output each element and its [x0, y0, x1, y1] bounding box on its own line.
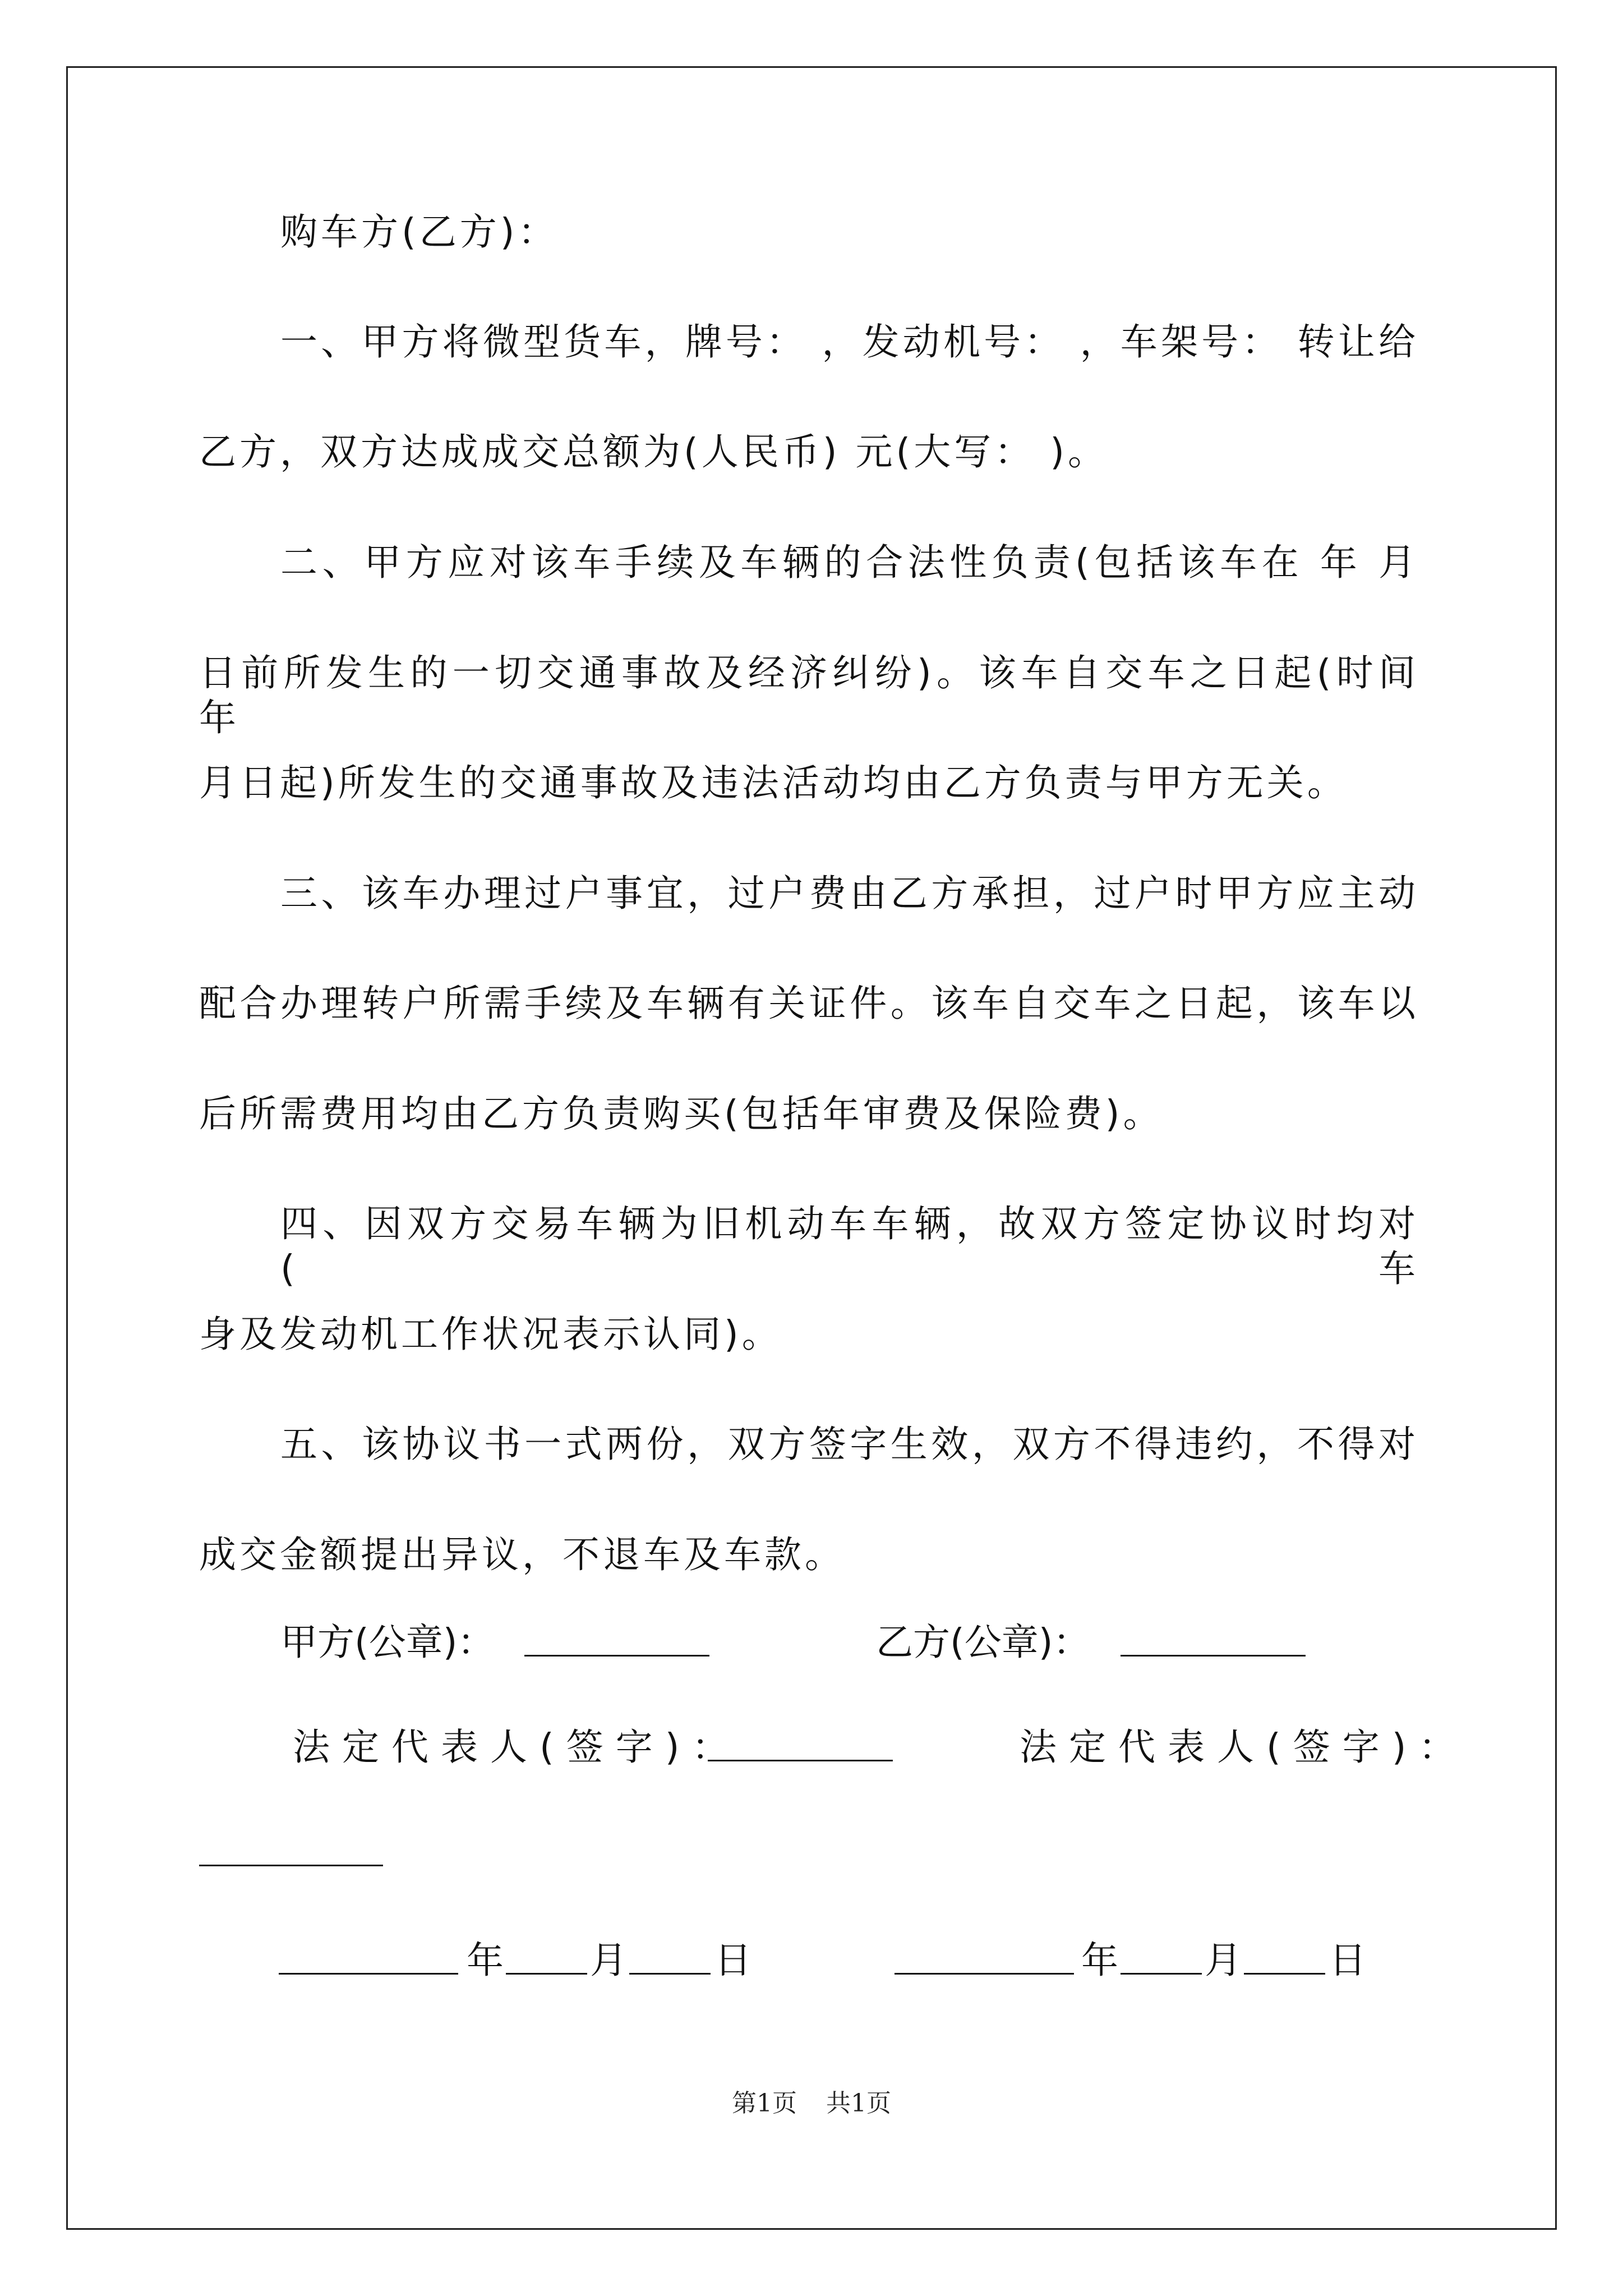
- page-total: 共1页: [826, 2089, 891, 2118]
- date-b-month-label: 月: [1205, 1939, 1242, 1982]
- date-b-year-label: 年: [1081, 1939, 1118, 1982]
- date-b-month-blank[interactable]: [1121, 1938, 1202, 1975]
- date-a-day-label: 日: [714, 1939, 751, 1982]
- page-current: 第1页: [732, 2089, 797, 2118]
- page-border: [66, 66, 1557, 2230]
- party-b-seal-label: 乙方(公章)：: [876, 1621, 1090, 1664]
- legal-rep-b-label: 法定代表人(签字)：: [1020, 1726, 1468, 1769]
- clause-2-line-1: 二、甲方应对该车手续及车辆的合法性负责(包括该车在 年 月: [280, 541, 1419, 584]
- party-b-seal-blank[interactable]: [1121, 1620, 1306, 1657]
- date-a-day-blank[interactable]: [629, 1938, 711, 1975]
- date-b-day-blank[interactable]: [1244, 1938, 1325, 1975]
- clause-1-line-1: 一、甲方将微型货车，牌号： ，发动机号： ，车架号： 转让给: [280, 320, 1419, 364]
- party-a-seal-blank[interactable]: [524, 1620, 709, 1657]
- date-a-year-blank[interactable]: [279, 1938, 458, 1975]
- legal-rep-b-blank[interactable]: [199, 1830, 383, 1866]
- page-footer: [0, 2088, 1623, 2119]
- buyer-label: 购车方(乙方)：: [280, 210, 559, 254]
- clause-2-line-2: 日前所发生的一切交通事故及经济纠纷)。该车自交车之日起(时间 年: [199, 651, 1419, 739]
- party-a-seal-label: 甲方(公章)：: [280, 1621, 495, 1664]
- date-a-month-blank[interactable]: [506, 1938, 587, 1975]
- clause-4-line-1: 四、因双方交易车辆为旧机动车车辆，故双方签定协议时均对(车: [280, 1202, 1419, 1290]
- legal-rep-a-blank[interactable]: [708, 1725, 893, 1761]
- clause-3-line-1: 三、该车办理过户事宜，过户费由乙方承担，过户时甲方应主动: [280, 872, 1419, 915]
- date-a-year-label: 年: [467, 1939, 504, 1982]
- date-a-month-label: 月: [590, 1939, 627, 1982]
- clause-3-line-2: 配合办理转户所需手续及车辆有关证件。该车自交车之日起，该车以: [199, 982, 1419, 1025]
- date-b-day-label: 日: [1329, 1939, 1366, 1982]
- clause-1-line-2: 乙方，双方达成成交总额为(人民币) 元(大写： )。: [199, 430, 1108, 473]
- clause-5-line-2: 成交金额提出异议，不退车及车款。: [199, 1533, 845, 1576]
- clause-2-line-3: 月日起)所发生的交通事故及违法活动均由乙方负责与甲方无关。: [199, 761, 1348, 804]
- clause-3-line-3: 后所需费用均由乙方负责购买(包括年审费及保险费)。: [199, 1092, 1164, 1135]
- legal-rep-a-label: 法定代表人(签字)：: [293, 1726, 741, 1769]
- clause-5-line-1: 五、该协议书一式两份，双方签字生效，双方不得违约，不得对: [280, 1423, 1419, 1466]
- date-b-year-blank[interactable]: [895, 1938, 1074, 1975]
- clause-4-line-2: 身及发动机工作状况表示认同)。: [199, 1313, 782, 1356]
